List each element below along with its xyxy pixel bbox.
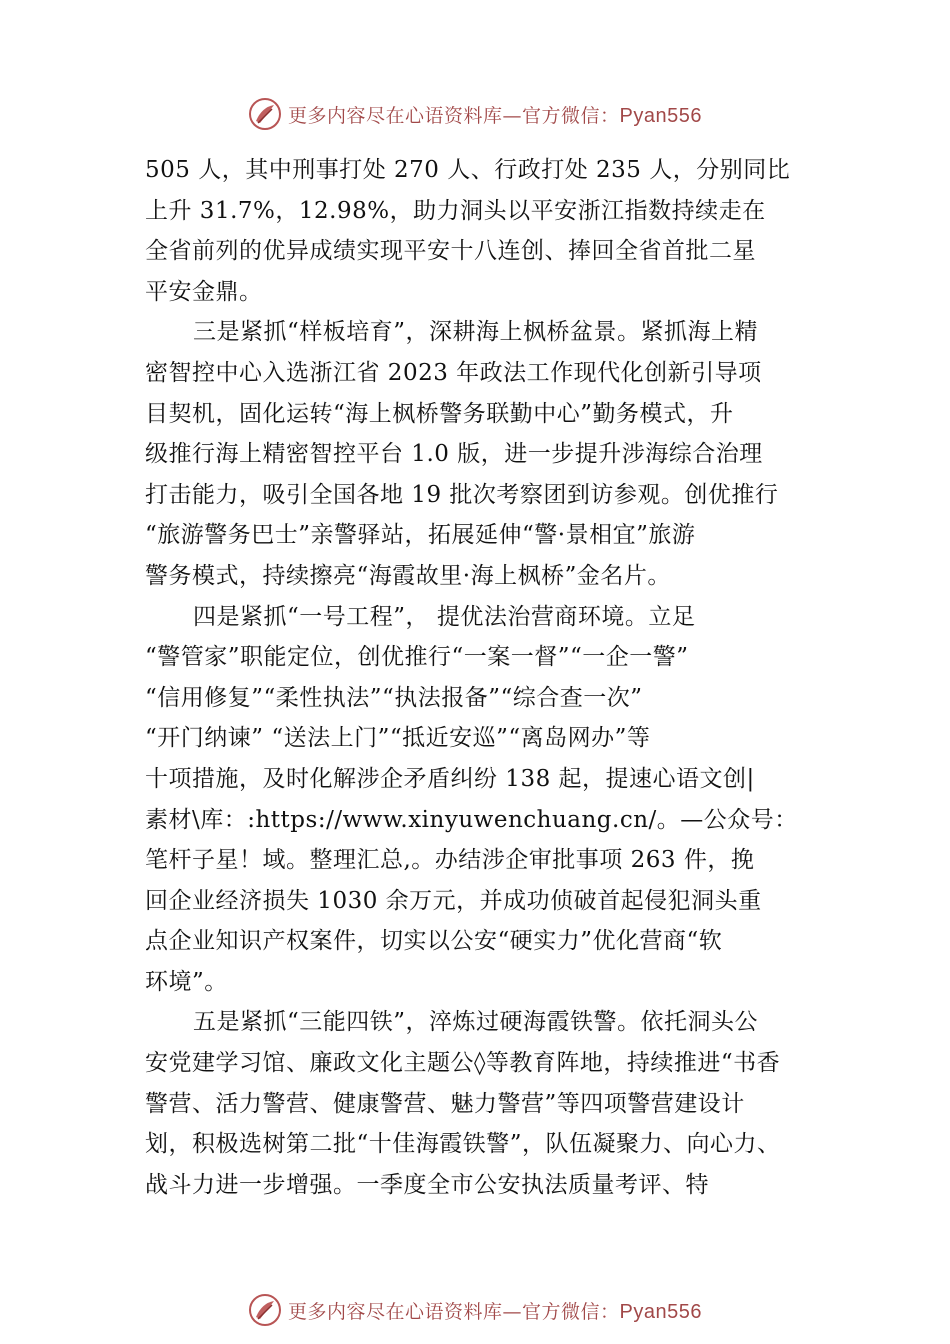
text-line: 上升 31.7%，12.98%，助力洞头以平安浙江指数持续走在	[145, 197, 766, 224]
banner-wechat-id: Pyan556	[619, 1300, 702, 1323]
text-line: 战斗力进一步增强。一季度全市公安执法质量考评、特	[145, 1171, 709, 1198]
text-line: 打击能力，吸引全国各地 19 批次考察团到访参观。创优推行	[145, 481, 779, 508]
text-line: 回企业经济损失 1030 余万元，并成功侦破首起侵犯洞头重	[145, 887, 762, 914]
logo-icon	[248, 97, 282, 131]
banner-wechat-id: Pyan556	[619, 104, 702, 127]
text-line: 笔杆子星！域。整理汇总,。办结涉企审批事项 263 件，挽	[145, 847, 755, 874]
text-line: 十项措施，及时化解涉企矛盾纠纷 138 起，提速心语文创|	[145, 765, 755, 792]
text-line: 警务模式，持续擦亮“海霞故里·海上枫桥”金名片。	[145, 562, 671, 589]
text-line: “旅游警务巴士”亲警驿站，拓展延伸“警·景相宜”旅游	[145, 522, 696, 549]
text-line: 素材\库：:https://www.xinyuwenchuang.cn/。—公众号：	[145, 806, 798, 833]
text-line: 平安金鼎。	[145, 278, 263, 305]
text-line: 点企业知识产权案件，切实以公安“硬实力”优化营商“软	[145, 928, 723, 955]
footer-watermark-banner	[0, 1290, 950, 1330]
text-line: 505 人，其中刑事打处 270 人、行政打处 235 人，分别同比	[145, 157, 791, 183]
text-line: “警管家”职能定位，创优推行“一案一督”“一企一警”	[145, 644, 689, 671]
text-line: 警营、活力警营、健康警营、魅力警营”等四项警营建设计	[145, 1090, 745, 1117]
text-line: 全省前列的优异成绩实现平安十八连创、捧回全省首批二星	[145, 238, 756, 265]
text-line: “开门纳谏” “送法上门”“抵近安巡”“离岛网办”等	[145, 725, 651, 752]
text-line: 安党建学习馆、廉政文化主题公◊等教育阵地，持续推进“书香	[145, 1050, 781, 1077]
text-line: 密智控中心入选浙江省 2023 年政法工作现代化创新引导项	[145, 359, 762, 386]
text-line: 五是紧抓“三能四铁”，淬炼过硬海霞铁警。依托洞头公	[193, 1009, 759, 1036]
text-line: “信用修复”“柔性执法”“执法报备”“综合查一次”	[145, 684, 643, 711]
banner-text: 更多内容尽在心语资料库—官方微信：Pyan556	[288, 104, 702, 127]
header-watermark-banner	[0, 94, 950, 134]
text-line: 环境”。	[145, 968, 228, 995]
logo-icon	[248, 1293, 282, 1327]
banner-text: 更多内容尽在心语资料库—官方微信：Pyan556	[288, 1300, 702, 1323]
text-line: 三是紧抓“样板培育”，深耕海上枫桥盆景。紧抓海上精	[193, 319, 759, 346]
text-line: 划，积极选树第二批“十佳海霞铁警”，队伍凝聚力、向心力、	[145, 1131, 781, 1158]
text-line: 级推行海上精密智控平台 1.0 版，进一步提升涉海综合治理	[145, 441, 763, 468]
text-line: 四是紧抓“一号工程”， 提优法治营商环境。立足	[193, 603, 696, 630]
text-line: 目契机，固化运转“海上枫桥警务联勤中心”勤务模式，升	[145, 400, 734, 427]
document-body	[145, 150, 815, 1205]
